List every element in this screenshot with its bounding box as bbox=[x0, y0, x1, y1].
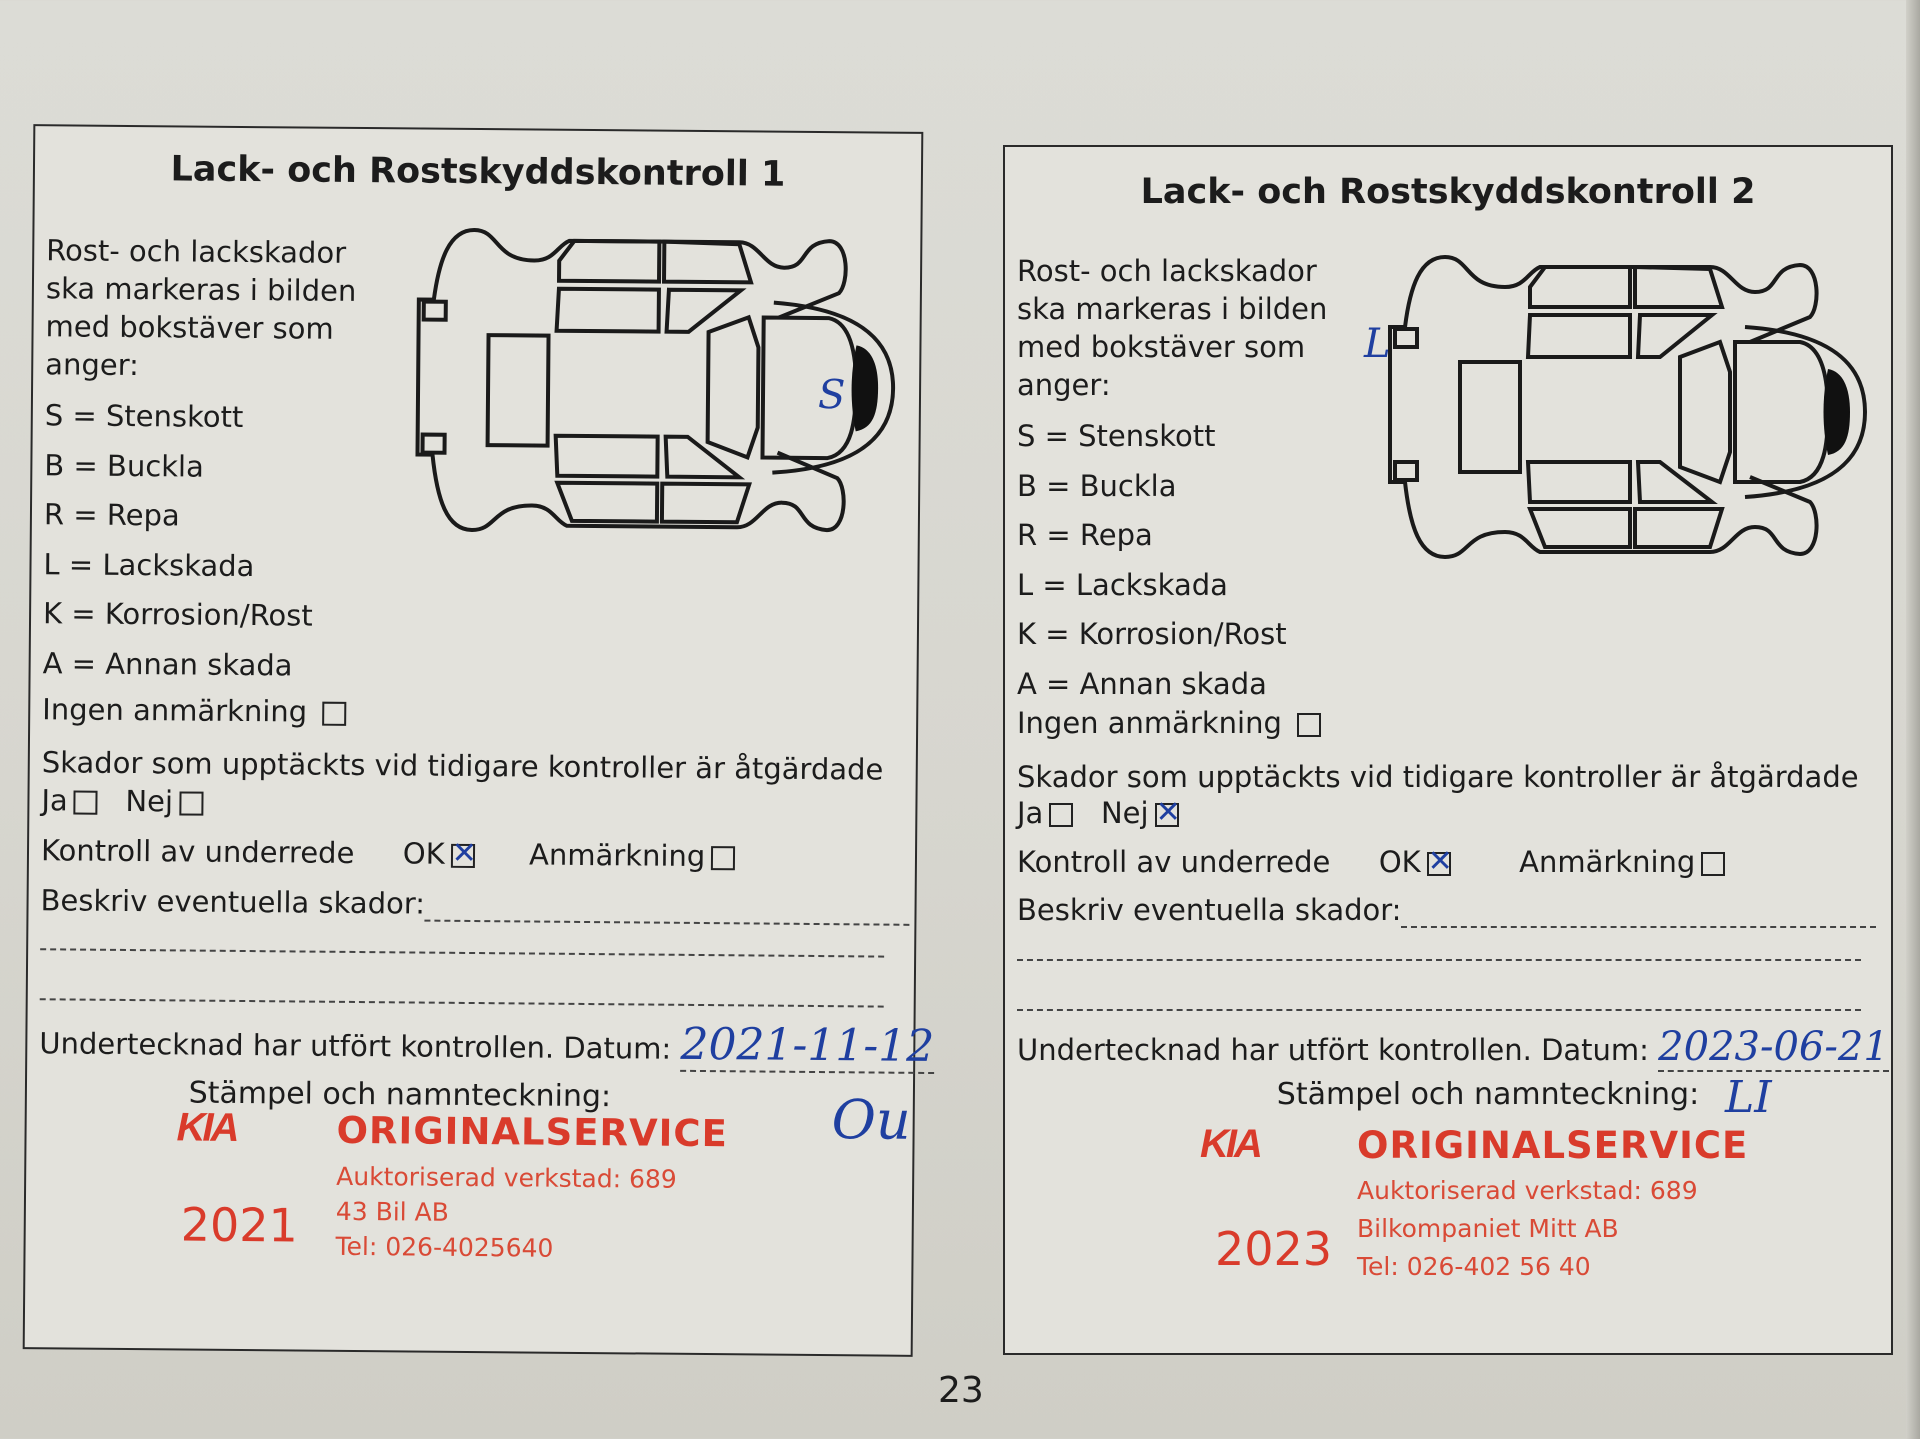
describe-label: Beskriv eventuella skador: bbox=[1017, 893, 1402, 927]
nej-label: Nej bbox=[1100, 796, 1149, 830]
workshop-name: 43 Bil AB bbox=[335, 1196, 450, 1227]
stamp-label: Stämpel och namnteckning: bbox=[188, 1075, 612, 1115]
previous-damage-options bbox=[41, 782, 203, 819]
ja-checkbox[interactable] bbox=[74, 791, 98, 815]
nej-checkbox[interactable] bbox=[1155, 803, 1179, 827]
signed-row bbox=[39, 1018, 935, 1073]
legend-item: A = Annan skada bbox=[1017, 666, 1267, 701]
workshop-phone: Tel: 026-402 56 40 bbox=[1357, 1252, 1591, 1281]
describe-line[interactable] bbox=[1401, 898, 1876, 928]
car-diagram bbox=[377, 219, 910, 554]
stamp-year: 2023 bbox=[1215, 1222, 1333, 1276]
kia-logo: KIA bbox=[1200, 1122, 1260, 1166]
no-remark-row bbox=[42, 691, 346, 730]
legend-item: B = Buckla bbox=[1017, 468, 1177, 503]
legend-item: S = Stenskott bbox=[44, 398, 244, 434]
describe-label: Beskriv eventuella skador: bbox=[40, 883, 426, 921]
workshop-address bbox=[1357, 1172, 1698, 1286]
car-damage-mark: L bbox=[1364, 321, 1391, 367]
workshop-phone: Tel: 026-4025640 bbox=[335, 1231, 554, 1263]
no-remark-checkbox[interactable] bbox=[1297, 713, 1321, 737]
page-edge bbox=[1906, 0, 1920, 1439]
ok-checkbox[interactable] bbox=[1427, 852, 1451, 876]
workshop-address bbox=[335, 1159, 677, 1267]
car-diagram bbox=[1350, 247, 1880, 577]
legend-list bbox=[42, 391, 314, 690]
signed-label: Undertecknad har utfört kontrollen. Datum: bbox=[39, 1026, 672, 1066]
ok-checkbox[interactable] bbox=[451, 844, 475, 868]
legend-item: B = Buckla bbox=[44, 447, 205, 484]
workshop-name: Bilkompaniet Mitt AB bbox=[1357, 1214, 1619, 1243]
previous-damage-label: Skador som upptäckts vid tidigare kontroller är åtgärdade bbox=[1017, 760, 1859, 794]
stamp-label: Stämpel och namnteckning: bbox=[1276, 1077, 1700, 1112]
legend-item: R = Repa bbox=[1017, 518, 1153, 552]
describe-line-2[interactable] bbox=[40, 948, 884, 957]
signed-row bbox=[1017, 1024, 1889, 1070]
ja-label: Ja bbox=[1017, 796, 1044, 830]
legend-list bbox=[1017, 412, 1287, 709]
remark-label: Anmärkning bbox=[1519, 845, 1696, 879]
inspection-card-1 bbox=[23, 124, 935, 1357]
kia-service-name: ORIGINALSERVICE bbox=[336, 1108, 729, 1156]
previous-damage-label: Skador som upptäckts vid tidigare kontroller är åtgärdade bbox=[41, 745, 884, 787]
legend-item: L = Lackskada bbox=[43, 546, 255, 583]
car-damage-mark: S bbox=[817, 371, 846, 419]
remark-checkbox[interactable] bbox=[1701, 852, 1725, 876]
no-remark-label: Ingen anmärkning bbox=[1017, 706, 1282, 740]
intro-text: Rost- och lackskador ska markeras i bilden med bokstäver som anger: bbox=[45, 233, 357, 383]
remark-checkbox[interactable] bbox=[711, 846, 735, 870]
nej-label: Nej bbox=[125, 783, 174, 819]
ok-label: OK bbox=[402, 836, 445, 871]
kia-service-name: ORIGINALSERVICE bbox=[1357, 1124, 1749, 1167]
describe-line[interactable] bbox=[425, 892, 910, 926]
no-remark-row bbox=[1017, 705, 1321, 741]
no-remark-checkbox[interactable] bbox=[322, 702, 346, 726]
legend-item: K = Korrosion/Rost bbox=[1017, 617, 1287, 651]
nej-checkbox[interactable] bbox=[179, 791, 203, 815]
remark-label: Anmärkning bbox=[528, 837, 706, 874]
underbody-row bbox=[41, 832, 736, 874]
card-title: Lack- och Rostskyddskontroll 2 bbox=[1140, 172, 1756, 212]
signature: LI bbox=[1725, 1072, 1772, 1123]
previous-damage-options bbox=[1017, 795, 1179, 831]
describe-line-2[interactable] bbox=[1017, 959, 1861, 961]
intro-text: Rost- och lackskador ska markeras i bilden med bokstäver som anger: bbox=[1017, 254, 1328, 402]
card-title: Lack- och Rostskyddskontroll 1 bbox=[170, 149, 786, 195]
kia-logo: KIA bbox=[176, 1105, 237, 1150]
describe-line-3[interactable] bbox=[1017, 1009, 1861, 1011]
ja-label: Ja bbox=[41, 783, 68, 818]
date-value: 2021-11-12 bbox=[680, 1018, 935, 1073]
address-line: Auktoriserad verkstad: 689 bbox=[1357, 1176, 1698, 1205]
underbody-label: Kontroll av underrede bbox=[1017, 845, 1331, 879]
describe-row bbox=[1017, 892, 1876, 928]
date-value: 2023-06-21 bbox=[1658, 1024, 1889, 1070]
legend-item: S = Stenskott bbox=[1017, 419, 1216, 453]
signed-label: Undertecknad har utfört kontrollen. Datum: bbox=[1017, 1033, 1649, 1067]
underbody-row bbox=[1017, 844, 1725, 880]
legend-item: R = Repa bbox=[43, 497, 180, 533]
no-remark-label: Ingen anmärkning bbox=[42, 692, 308, 729]
legend-item: A = Annan skada bbox=[42, 645, 293, 682]
address-line: Auktoriserad verkstad: 689 bbox=[336, 1161, 677, 1194]
ok-label: OK bbox=[1378, 845, 1421, 879]
legend-item: L = Lackskada bbox=[1017, 567, 1228, 602]
describe-line-3[interactable] bbox=[40, 998, 884, 1007]
legend-item: K = Korrosion/Rost bbox=[42, 596, 313, 633]
describe-row bbox=[40, 882, 910, 926]
underbody-label: Kontroll av underrede bbox=[40, 833, 355, 870]
inspection-card-2 bbox=[1003, 145, 1893, 1355]
ja-checkbox[interactable] bbox=[1049, 803, 1073, 827]
signature: Ou bbox=[831, 1088, 912, 1152]
stamp-year: 2021 bbox=[180, 1197, 299, 1253]
page-number: 23 bbox=[938, 1370, 984, 1411]
